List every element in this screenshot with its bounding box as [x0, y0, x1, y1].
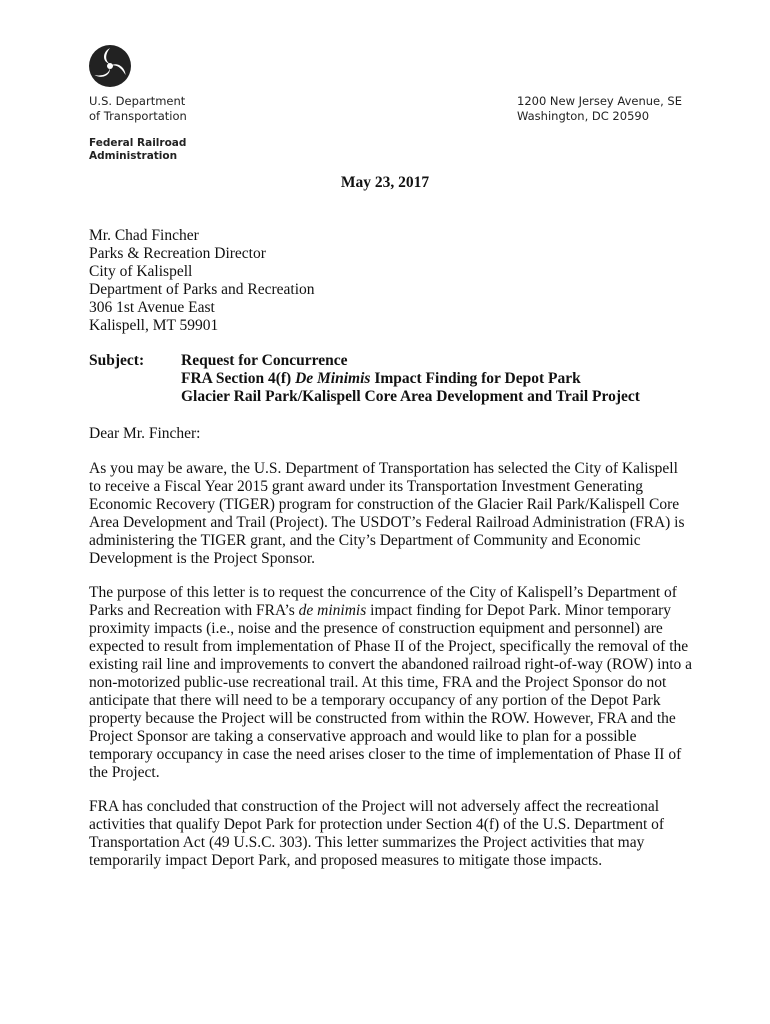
- department-line-1: U.S. Department: [89, 94, 186, 108]
- address-line-2: Washington, DC 20590: [517, 109, 650, 123]
- subject-line-2-italic: De Minimis: [295, 370, 371, 387]
- agency-line-1: Federal Railroad: [89, 137, 187, 149]
- salutation: Dear Mr. Fincher:: [89, 425, 201, 442]
- recipient-address-block: [89, 227, 315, 335]
- paragraph-2-line-2-italic: de minimis: [298, 602, 367, 619]
- paragraph-line: The purpose of this letter is to request the concurrence of the City of Kalispell’s Department of: [89, 584, 677, 601]
- recipient-line: Kalispell, MT 59901: [89, 317, 219, 334]
- subject-line-3: Glacier Rail Park/Kalispell Core Area Development and Trail Project: [181, 388, 640, 405]
- department-address: [517, 94, 682, 124]
- paragraph-line: administering the TIGER grant, and the City’s Department of Community and Economic: [89, 532, 641, 549]
- subject-line-2: [181, 370, 741, 388]
- paragraph-line: expected to result from implementation of Phase II of the Project, specifically the removal of the: [89, 638, 689, 655]
- subject-line-1: Request for Concurrence: [181, 352, 348, 369]
- paragraph-line: Development is the Project Sponsor.: [89, 550, 316, 567]
- subject-line-2-post: Impact Finding for Depot Park: [370, 370, 581, 387]
- recipient-line: 306 1st Avenue East: [89, 299, 215, 316]
- recipient-line: City of Kalispell: [89, 263, 193, 280]
- paragraph-3: [89, 798, 689, 870]
- paragraph-2-line-2-post: impact finding for Depot Park. Minor temporary: [366, 602, 672, 619]
- subject-line-2-pre: FRA Section 4(f): [181, 370, 296, 387]
- paragraph-2: [89, 584, 693, 782]
- department-name: [89, 94, 187, 124]
- paragraph-line: temporary occupancy in case the need arises closer to the time of implementation of Phase II of: [89, 746, 682, 763]
- recipient-line: Department of Parks and Recreation: [89, 281, 315, 298]
- paragraph-line: Project Sponsor are taking a conservative approach and would like to plan for a possible: [89, 728, 637, 745]
- paragraph-line: existing rail line and improvements to convert the abandoned railroad right-of-way (ROW) into a: [89, 656, 693, 673]
- subject-label: Subject:: [89, 352, 145, 369]
- paragraph-line: [89, 602, 689, 620]
- dot-triskelion-logo-icon: [88, 44, 132, 88]
- paragraph-line: proximity impacts (i.e., noise and the presence of construction equipment and personnel) are: [89, 620, 663, 637]
- agency-name: [89, 137, 186, 163]
- paragraph-line: Area Development and Trail (Project). The USDOT’s Federal Railroad Administration (FRA) is: [89, 514, 685, 531]
- recipient-line: Mr. Chad Fincher: [89, 227, 199, 244]
- agency-line-2: Administration: [89, 150, 178, 162]
- paragraph-2-line-2-pre: Parks and Recreation with FRA’s: [89, 602, 299, 619]
- paragraph-1: [89, 460, 689, 568]
- paragraph-line: Transportation Act (49 U.S.C. 303). This letter summarizes the Project activities that may: [89, 834, 645, 851]
- subject-lines: [181, 352, 741, 406]
- address-line-1: 1200 New Jersey Avenue, SE: [517, 94, 682, 108]
- letter-date: May 23, 2017: [340, 174, 430, 191]
- paragraph-line: anticipate that there will need to be a temporary occupancy of any portion of the Depot Park: [89, 692, 661, 709]
- paragraph-line: property because the Project will be constructed from within the ROW. However, FRA and the: [89, 710, 676, 727]
- paragraph-line: FRA has concluded that construction of the Project will not adversely affect the recreational: [89, 798, 660, 815]
- paragraph-line: activities that qualify Depot Park for protection under Section 4(f) of the U.S. Department of: [89, 816, 665, 833]
- paragraph-line: temporarily impact Deport Park, and proposed measures to mitigate those impacts.: [89, 852, 603, 869]
- paragraph-line: As you may be aware, the U.S. Department of Transportation has selected the City of Kalispell: [89, 460, 678, 477]
- paragraph-line: the Project.: [89, 764, 160, 781]
- recipient-line: Parks & Recreation Director: [89, 245, 266, 262]
- department-line-2: of Transportation: [89, 109, 187, 123]
- paragraph-line: non-motorized public-use recreational trail. At this time, FRA and the Project Sponsor do not: [89, 674, 667, 691]
- paragraph-line: Economic Recovery (TIGER) program for construction of the Glacier Rail Park/Kalispell Core: [89, 496, 680, 513]
- paragraph-line: to receive a Fiscal Year 2015 grant award under its Transportation Investment Generating: [89, 478, 643, 495]
